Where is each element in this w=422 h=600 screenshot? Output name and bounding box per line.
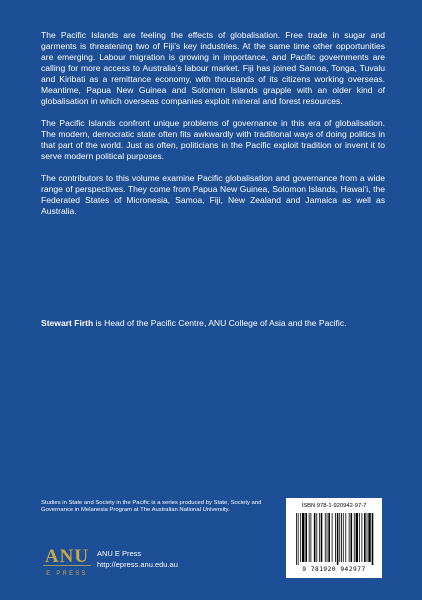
press-name: ANU E Press xyxy=(97,549,142,558)
blurb-paragraph-1: The Pacific Islands are feeling the effects of globalisation. Free trade in sugar and garments is threatening two of Fiji’s key industries. At the same time other opportunities are emerging. Labour migration is growing in importance, and Pacific governments are calling for more access to Australia’s labour market. Fiji has joined Samoa, Tonga, Tuvalu and Kiribati as a remittance economy, with thousands of its citizens working overseas. Meantime, Papua New Guinea and Solomon Islands grapple with an older kind of globalisation in which overseas companies exploit mineral and forest resources. xyxy=(41,30,385,106)
blurb-paragraph-3: The contributors to this volume examine Pacific globalisation and governance from a wide range of perspectives. They come from Papua New Guinea, Solomon Islands, Hawai‘i, the Federated States of Micronesia, Samoa, Fiji, New Zealand and Jamaica as well as Australia. xyxy=(41,173,385,216)
author-bio-text: is Head of the Pacific Centre, ANU College of Asia and the Pacific. xyxy=(93,318,347,328)
blurb xyxy=(41,30,385,217)
anu-logo-icon xyxy=(41,542,93,578)
logo-letters: ANU xyxy=(44,546,90,567)
anu-logo xyxy=(41,542,93,578)
author-name: Stewart Firth xyxy=(41,318,94,328)
blurb-paragraph-2: The Pacific Islands confront unique problems of governance in this era of globalisation. The modern, democratic state often fits awkwardly with traditional ways of doing politics in that part of the world. Just as often, politicians in the Pacific exploit tradition or invent it to serve modern political purposes. xyxy=(41,118,385,161)
press-url[interactable]: http://epress.anu.edu.au xyxy=(97,560,178,569)
logo-sub: E PRESS xyxy=(46,571,88,577)
series-note: Studies in State and Society in the Pacific is a series produced by State, Society and Governance in Melanesia Program at The Australian National University. xyxy=(41,500,262,514)
author-bio xyxy=(41,318,385,329)
barcode-digits: 9 781920 942977 xyxy=(302,566,366,573)
isbn-label: ISBN 978-1-920942-97-7 xyxy=(301,503,367,509)
barcode-icon xyxy=(294,513,374,565)
isbn-barcode-box xyxy=(286,498,382,578)
